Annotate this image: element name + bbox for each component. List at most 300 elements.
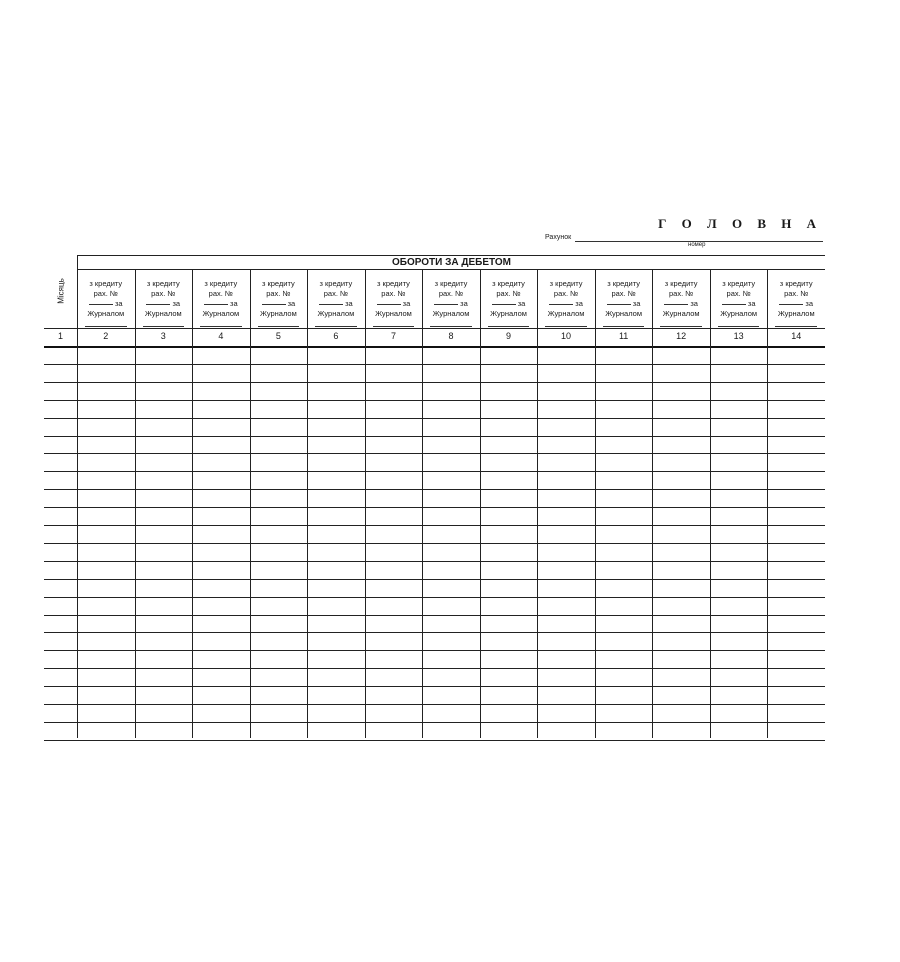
table-cell[interactable] [192, 471, 250, 489]
table-cell[interactable] [710, 382, 768, 400]
journal-number-blank[interactable] [262, 304, 286, 305]
table-cell[interactable] [595, 525, 653, 543]
table-cell[interactable] [365, 615, 423, 633]
table-cell[interactable] [537, 597, 595, 615]
table-cell[interactable] [77, 632, 135, 650]
table-cell[interactable] [710, 650, 768, 668]
table-cell[interactable] [192, 400, 250, 418]
table-cell[interactable] [307, 632, 365, 650]
table-cell[interactable] [595, 489, 653, 507]
table-cell[interactable] [767, 400, 825, 418]
table-cell[interactable] [710, 704, 768, 722]
journal-number-blank[interactable] [607, 304, 631, 305]
table-cell[interactable] [77, 346, 135, 364]
table-cell[interactable] [77, 704, 135, 722]
table-cell[interactable] [652, 561, 710, 579]
table-cell[interactable] [710, 364, 768, 382]
table-cell[interactable] [480, 453, 538, 471]
table-cell[interactable] [44, 489, 77, 507]
table-cell[interactable] [250, 453, 308, 471]
table-cell[interactable] [365, 364, 423, 382]
table-cell[interactable] [135, 650, 193, 668]
table-cell[interactable] [365, 704, 423, 722]
table-cell[interactable] [77, 579, 135, 597]
table-cell[interactable] [480, 543, 538, 561]
journal-number-blank[interactable] [204, 304, 228, 305]
table-cell[interactable] [480, 346, 538, 364]
table-cell[interactable] [480, 668, 538, 686]
table-cell[interactable] [422, 418, 480, 436]
table-cell[interactable] [595, 650, 653, 668]
table-cell[interactable] [307, 722, 365, 740]
table-cell[interactable] [537, 471, 595, 489]
table-cell[interactable] [480, 597, 538, 615]
journal-number-blank[interactable] [779, 304, 803, 305]
table-cell[interactable] [250, 382, 308, 400]
table-cell[interactable] [77, 597, 135, 615]
table-cell[interactable] [710, 525, 768, 543]
table-cell[interactable] [192, 597, 250, 615]
journal-number-blank[interactable] [492, 304, 516, 305]
table-cell[interactable] [422, 615, 480, 633]
table-cell[interactable] [135, 436, 193, 454]
table-cell[interactable] [710, 543, 768, 561]
table-cell[interactable] [192, 704, 250, 722]
table-cell[interactable] [767, 364, 825, 382]
table-cell[interactable] [77, 471, 135, 489]
table-cell[interactable] [537, 507, 595, 525]
table-cell[interactable] [710, 632, 768, 650]
journal-number-blank[interactable] [722, 304, 746, 305]
table-cell[interactable] [135, 471, 193, 489]
table-cell[interactable] [307, 471, 365, 489]
table-cell[interactable] [537, 650, 595, 668]
table-cell[interactable] [77, 489, 135, 507]
table-cell[interactable] [537, 561, 595, 579]
table-cell[interactable] [537, 722, 595, 740]
table-cell[interactable] [192, 346, 250, 364]
table-cell[interactable] [192, 543, 250, 561]
table-cell[interactable] [595, 632, 653, 650]
table-cell[interactable] [135, 346, 193, 364]
table-cell[interactable] [77, 561, 135, 579]
table-cell[interactable] [767, 632, 825, 650]
table-cell[interactable] [307, 507, 365, 525]
table-cell[interactable] [250, 632, 308, 650]
table-cell[interactable] [250, 686, 308, 704]
table-cell[interactable] [422, 686, 480, 704]
table-cell[interactable] [307, 489, 365, 507]
table-cell[interactable] [365, 686, 423, 704]
table-cell[interactable] [537, 364, 595, 382]
table-cell[interactable] [365, 489, 423, 507]
table-cell[interactable] [307, 579, 365, 597]
table-cell[interactable] [135, 615, 193, 633]
table-cell[interactable] [307, 668, 365, 686]
table-cell[interactable] [537, 453, 595, 471]
table-cell[interactable] [192, 364, 250, 382]
table-cell[interactable] [767, 489, 825, 507]
table-cell[interactable] [652, 543, 710, 561]
table-cell[interactable] [422, 346, 480, 364]
table-cell[interactable] [595, 543, 653, 561]
table-cell[interactable] [135, 579, 193, 597]
table-cell[interactable] [44, 471, 77, 489]
table-cell[interactable] [192, 453, 250, 471]
table-cell[interactable] [192, 650, 250, 668]
table-cell[interactable] [250, 525, 308, 543]
table-cell[interactable] [44, 543, 77, 561]
table-cell[interactable] [652, 507, 710, 525]
table-cell[interactable] [44, 507, 77, 525]
table-cell[interactable] [537, 489, 595, 507]
table-cell[interactable] [652, 668, 710, 686]
table-cell[interactable] [422, 453, 480, 471]
table-cell[interactable] [422, 704, 480, 722]
journal-number-blank[interactable] [377, 304, 401, 305]
table-cell[interactable] [767, 382, 825, 400]
table-cell[interactable] [767, 597, 825, 615]
table-cell[interactable] [192, 418, 250, 436]
table-cell[interactable] [365, 346, 423, 364]
table-cell[interactable] [135, 418, 193, 436]
table-cell[interactable] [767, 346, 825, 364]
table-cell[interactable] [710, 346, 768, 364]
table-cell[interactable] [365, 471, 423, 489]
table-cell[interactable] [595, 686, 653, 704]
table-cell[interactable] [307, 418, 365, 436]
table-cell[interactable] [767, 722, 825, 740]
table-cell[interactable] [480, 704, 538, 722]
journal-number-blank[interactable] [89, 304, 113, 305]
table-cell[interactable] [767, 453, 825, 471]
table-cell[interactable] [307, 561, 365, 579]
table-cell[interactable] [135, 364, 193, 382]
table-cell[interactable] [537, 436, 595, 454]
table-cell[interactable] [480, 615, 538, 633]
table-cell[interactable] [767, 507, 825, 525]
table-cell[interactable] [307, 364, 365, 382]
table-cell[interactable] [77, 686, 135, 704]
table-cell[interactable] [422, 471, 480, 489]
table-cell[interactable] [537, 418, 595, 436]
table-cell[interactable] [77, 668, 135, 686]
table-cell[interactable] [710, 471, 768, 489]
table-cell[interactable] [365, 507, 423, 525]
journal-number-blank[interactable] [146, 304, 170, 305]
table-cell[interactable] [192, 525, 250, 543]
table-cell[interactable] [44, 615, 77, 633]
table-cell[interactable] [537, 382, 595, 400]
table-cell[interactable] [480, 489, 538, 507]
table-cell[interactable] [365, 543, 423, 561]
table-cell[interactable] [422, 668, 480, 686]
table-cell[interactable] [652, 489, 710, 507]
table-cell[interactable] [595, 453, 653, 471]
table-cell[interactable] [652, 632, 710, 650]
table-cell[interactable] [537, 704, 595, 722]
table-cell[interactable] [595, 364, 653, 382]
table-cell[interactable] [767, 650, 825, 668]
table-cell[interactable] [307, 686, 365, 704]
table-cell[interactable] [480, 436, 538, 454]
table-cell[interactable] [77, 364, 135, 382]
table-cell[interactable] [192, 722, 250, 740]
table-cell[interactable] [365, 418, 423, 436]
table-cell[interactable] [250, 650, 308, 668]
table-cell[interactable] [480, 364, 538, 382]
table-cell[interactable] [767, 668, 825, 686]
table-cell[interactable] [652, 382, 710, 400]
table-cell[interactable] [365, 632, 423, 650]
table-cell[interactable] [767, 471, 825, 489]
journal-number-blank[interactable] [434, 304, 458, 305]
table-cell[interactable] [710, 579, 768, 597]
table-cell[interactable] [192, 561, 250, 579]
table-cell[interactable] [250, 346, 308, 364]
table-cell[interactable] [537, 525, 595, 543]
table-cell[interactable] [135, 382, 193, 400]
table-cell[interactable] [307, 400, 365, 418]
table-cell[interactable] [422, 489, 480, 507]
table-cell[interactable] [422, 525, 480, 543]
table-cell[interactable] [307, 543, 365, 561]
table-cell[interactable] [480, 650, 538, 668]
table-cell[interactable] [307, 453, 365, 471]
table-cell[interactable] [250, 436, 308, 454]
table-cell[interactable] [250, 597, 308, 615]
table-cell[interactable] [710, 615, 768, 633]
table-cell[interactable] [767, 704, 825, 722]
table-cell[interactable] [250, 615, 308, 633]
table-cell[interactable] [652, 650, 710, 668]
table-cell[interactable] [44, 418, 77, 436]
table-cell[interactable] [135, 632, 193, 650]
table-cell[interactable] [365, 561, 423, 579]
table-cell[interactable] [365, 722, 423, 740]
table-cell[interactable] [44, 364, 77, 382]
table-cell[interactable] [537, 668, 595, 686]
table-cell[interactable] [135, 525, 193, 543]
table-cell[interactable] [250, 400, 308, 418]
table-cell[interactable] [365, 453, 423, 471]
table-cell[interactable] [192, 686, 250, 704]
table-cell[interactable] [652, 686, 710, 704]
table-cell[interactable] [480, 722, 538, 740]
table-cell[interactable] [44, 722, 77, 740]
table-cell[interactable] [710, 453, 768, 471]
table-cell[interactable] [307, 525, 365, 543]
table-cell[interactable] [480, 561, 538, 579]
journal-number-blank[interactable] [549, 304, 573, 305]
table-cell[interactable] [595, 418, 653, 436]
table-cell[interactable] [365, 579, 423, 597]
table-cell[interactable] [537, 400, 595, 418]
table-cell[interactable] [652, 400, 710, 418]
table-cell[interactable] [652, 346, 710, 364]
table-cell[interactable] [710, 436, 768, 454]
table-cell[interactable] [44, 704, 77, 722]
table-cell[interactable] [710, 400, 768, 418]
table-cell[interactable] [710, 597, 768, 615]
table-cell[interactable] [595, 615, 653, 633]
table-cell[interactable] [652, 579, 710, 597]
table-cell[interactable] [135, 704, 193, 722]
table-cell[interactable] [422, 561, 480, 579]
table-cell[interactable] [422, 543, 480, 561]
table-cell[interactable] [767, 436, 825, 454]
table-cell[interactable] [44, 686, 77, 704]
table-cell[interactable] [652, 615, 710, 633]
table-cell[interactable] [307, 346, 365, 364]
table-cell[interactable] [422, 382, 480, 400]
table-cell[interactable] [44, 561, 77, 579]
table-cell[interactable] [250, 561, 308, 579]
table-cell[interactable] [767, 615, 825, 633]
table-cell[interactable] [652, 364, 710, 382]
table-cell[interactable] [365, 382, 423, 400]
table-cell[interactable] [365, 400, 423, 418]
journal-number-blank[interactable] [664, 304, 688, 305]
table-cell[interactable] [480, 471, 538, 489]
table-cell[interactable] [652, 418, 710, 436]
table-cell[interactable] [250, 364, 308, 382]
table-cell[interactable] [537, 579, 595, 597]
table-cell[interactable] [537, 632, 595, 650]
table-cell[interactable] [422, 436, 480, 454]
table-cell[interactable] [44, 525, 77, 543]
table-cell[interactable] [250, 418, 308, 436]
table-cell[interactable] [652, 722, 710, 740]
table-cell[interactable] [192, 632, 250, 650]
table-cell[interactable] [307, 382, 365, 400]
table-cell[interactable] [365, 668, 423, 686]
table-cell[interactable] [595, 579, 653, 597]
table-cell[interactable] [135, 543, 193, 561]
table-cell[interactable] [135, 597, 193, 615]
table-cell[interactable] [537, 615, 595, 633]
table-cell[interactable] [250, 704, 308, 722]
table-cell[interactable] [652, 597, 710, 615]
table-cell[interactable] [365, 597, 423, 615]
table-cell[interactable] [250, 668, 308, 686]
table-cell[interactable] [480, 632, 538, 650]
table-cell[interactable] [422, 722, 480, 740]
table-cell[interactable] [710, 686, 768, 704]
table-cell[interactable] [135, 453, 193, 471]
table-cell[interactable] [422, 400, 480, 418]
table-cell[interactable] [710, 668, 768, 686]
table-cell[interactable] [422, 650, 480, 668]
table-cell[interactable] [44, 597, 77, 615]
table-cell[interactable] [767, 543, 825, 561]
journal-number-blank[interactable] [319, 304, 343, 305]
table-cell[interactable] [44, 346, 77, 364]
table-cell[interactable] [135, 668, 193, 686]
table-cell[interactable] [77, 453, 135, 471]
table-cell[interactable] [365, 525, 423, 543]
table-cell[interactable] [250, 722, 308, 740]
table-cell[interactable] [192, 668, 250, 686]
table-cell[interactable] [192, 436, 250, 454]
table-cell[interactable] [767, 579, 825, 597]
table-cell[interactable] [767, 561, 825, 579]
table-cell[interactable] [77, 615, 135, 633]
table-cell[interactable] [422, 632, 480, 650]
table-cell[interactable] [307, 436, 365, 454]
table-cell[interactable] [44, 436, 77, 454]
table-cell[interactable] [77, 650, 135, 668]
table-cell[interactable] [767, 418, 825, 436]
table-cell[interactable] [135, 507, 193, 525]
table-cell[interactable] [250, 579, 308, 597]
table-cell[interactable] [77, 382, 135, 400]
table-cell[interactable] [250, 471, 308, 489]
table-cell[interactable] [652, 525, 710, 543]
table-cell[interactable] [767, 525, 825, 543]
table-cell[interactable] [77, 543, 135, 561]
table-cell[interactable] [77, 722, 135, 740]
table-cell[interactable] [192, 489, 250, 507]
table-cell[interactable] [537, 543, 595, 561]
table-cell[interactable] [422, 507, 480, 525]
table-cell[interactable] [595, 436, 653, 454]
table-cell[interactable] [710, 722, 768, 740]
table-cell[interactable] [135, 686, 193, 704]
table-cell[interactable] [595, 382, 653, 400]
table-cell[interactable] [77, 507, 135, 525]
table-cell[interactable] [422, 597, 480, 615]
table-cell[interactable] [537, 686, 595, 704]
table-cell[interactable] [44, 579, 77, 597]
table-cell[interactable] [595, 722, 653, 740]
table-cell[interactable] [595, 597, 653, 615]
table-cell[interactable] [710, 561, 768, 579]
table-cell[interactable] [307, 650, 365, 668]
table-cell[interactable] [710, 507, 768, 525]
table-cell[interactable] [710, 489, 768, 507]
table-cell[interactable] [44, 453, 77, 471]
table-cell[interactable] [595, 346, 653, 364]
table-cell[interactable] [44, 382, 77, 400]
table-cell[interactable] [44, 650, 77, 668]
table-cell[interactable] [77, 525, 135, 543]
table-cell[interactable] [44, 668, 77, 686]
table-cell[interactable] [595, 471, 653, 489]
table-cell[interactable] [537, 346, 595, 364]
table-cell[interactable] [480, 525, 538, 543]
table-cell[interactable] [44, 632, 77, 650]
table-cell[interactable] [480, 382, 538, 400]
table-cell[interactable] [480, 418, 538, 436]
table-cell[interactable] [422, 579, 480, 597]
table-cell[interactable] [307, 704, 365, 722]
table-cell[interactable] [250, 507, 308, 525]
table-cell[interactable] [77, 400, 135, 418]
table-cell[interactable] [135, 400, 193, 418]
table-cell[interactable] [595, 507, 653, 525]
table-cell[interactable] [480, 507, 538, 525]
table-cell[interactable] [422, 364, 480, 382]
table-cell[interactable] [710, 418, 768, 436]
table-cell[interactable] [365, 650, 423, 668]
table-cell[interactable] [135, 489, 193, 507]
table-cell[interactable] [307, 615, 365, 633]
table-cell[interactable] [365, 436, 423, 454]
table-cell[interactable] [595, 561, 653, 579]
table-cell[interactable] [192, 579, 250, 597]
table-cell[interactable] [652, 704, 710, 722]
